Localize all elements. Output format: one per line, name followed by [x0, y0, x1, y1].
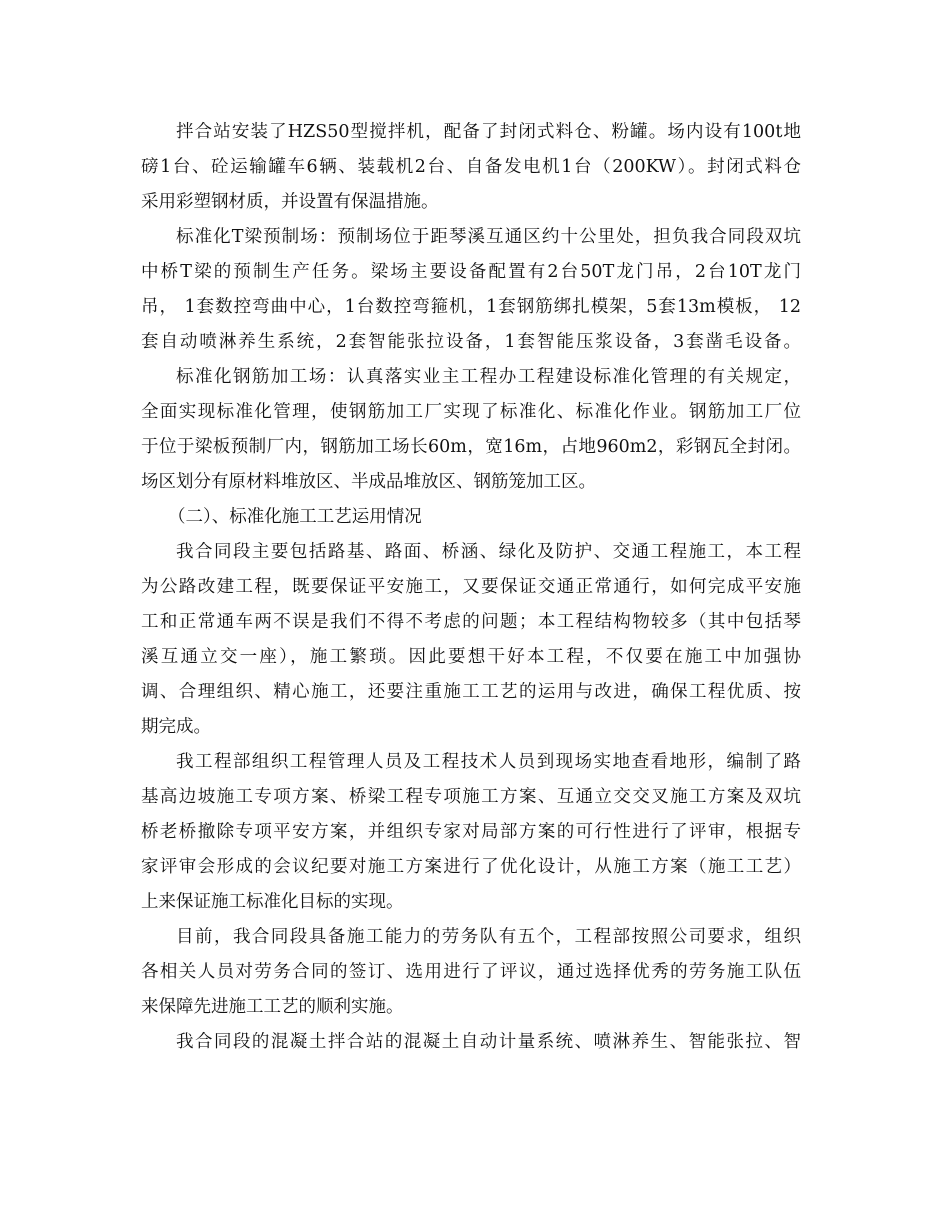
text-line: 我合同段的混凝土拌合站的混凝土自动计量系统、喷淋养生、智能张拉、智 — [176, 1032, 801, 1052]
paragraph-construction-plans — [141, 745, 801, 920]
text-line: 于位于梁板预制厂内，钢筋加工场长60m，宽16m，占地960m2，彩钢瓦全封闭。 — [141, 437, 801, 457]
text-line: 调、合理组织、精心施工，还要注重施工工艺的运用与改进，确保工程优质、按 — [141, 682, 801, 702]
text-line: 家评审会形成的会议纪要对施工方案进行了优化设计，从施工方案（施工工艺） — [141, 857, 801, 877]
section-heading: （二）、标准化施工工艺运用情况 — [168, 507, 422, 527]
paragraph-t-beam-yard — [141, 220, 801, 360]
text-line: 场区划分有原材料堆放区、半成品堆放区、钢筋笼加工区。 — [141, 472, 596, 492]
text-line: 吊， 1套数控弯曲中心，1台数控弯箍机，1套钢筋绑扎模架，5套13m模板， 12 — [141, 297, 801, 317]
text-line: 我工程部组织工程管理人员及工程技术人员到现场实地查看地形，编制了路 — [176, 752, 801, 772]
text-line: 溪互通立交一座），施工繁琐。因此要想干好本工程，不仅要在施工中加强协 — [141, 647, 801, 667]
paragraph-mixing-station — [141, 115, 801, 220]
text-line: 期完成。 — [141, 717, 211, 737]
paragraph-labor-teams — [141, 920, 801, 1025]
text-line: 来保障先进施工工艺的顺利实施。 — [141, 997, 404, 1017]
text-line: 全面实现标准化管理，使钢筋加工厂实现了标准化、标准化作业。钢筋加工厂位 — [141, 402, 801, 422]
document-body — [141, 115, 801, 1060]
text-line: 采用彩塑钢材质，并设置有保温措施。 — [141, 192, 439, 212]
text-line: 套自动喷淋养生系统，2套智能张拉设备，1套智能压浆设备，3套凿毛设备。 — [141, 332, 801, 352]
text-line: 标准化钢筋加工场：认真落实业主工程办工程建设标准化管理的有关规定， — [176, 367, 801, 387]
text-line: 上来保证施工标准化目标的实现。 — [141, 892, 404, 912]
text-line: 磅1台、砼运输罐车6辆、装载机2台、自备发电机1台（200KW）。封闭式料仓 — [141, 157, 801, 177]
paragraph-automation — [141, 1025, 801, 1060]
paragraph-scope — [141, 535, 801, 745]
text-line: 为公路改建工程，既要保证平安施工，又要保证交通正常通行，如何完成平安施 — [141, 577, 801, 597]
text-line: 中桥T梁的预制生产任务。梁场主要设备配置有2台50T龙门吊，2台10T龙门 — [141, 262, 801, 282]
text-line: 拌合站安装了HZS50型搅拌机，配备了封闭式料仓、粉罐。场内设有100t地 — [176, 122, 801, 142]
text-line: 桥老桥撤除专项平安方案，并组织专家对局部方案的可行性进行了评审，根据专 — [141, 822, 801, 842]
text-line: 目前，我合同段具备施工能力的劳务队有五个，工程部按照公司要求，组织 — [176, 927, 801, 947]
text-line: 各相关人员对劳务合同的签订、选用进行了评议，通过选择优秀的劳务施工队伍 — [141, 962, 801, 982]
text-line: 基高边坡施工专项方案、桥梁工程专项施工方案、互通立交交叉施工方案及双坑 — [141, 787, 801, 807]
text-line: 我合同段主要包括路基、路面、桥涵、绿化及防护、交通工程施工，本工程 — [176, 542, 801, 562]
text-line: 工和正常通车两不误是我们不得不考虑的问题；本工程结构物较多（其中包括琴 — [141, 612, 801, 632]
text-line: 标准化T梁预制场：预制场位于距琴溪互通区约十公里处，担负我合同段双坑 — [176, 227, 801, 247]
paragraph-rebar-yard — [141, 360, 801, 500]
